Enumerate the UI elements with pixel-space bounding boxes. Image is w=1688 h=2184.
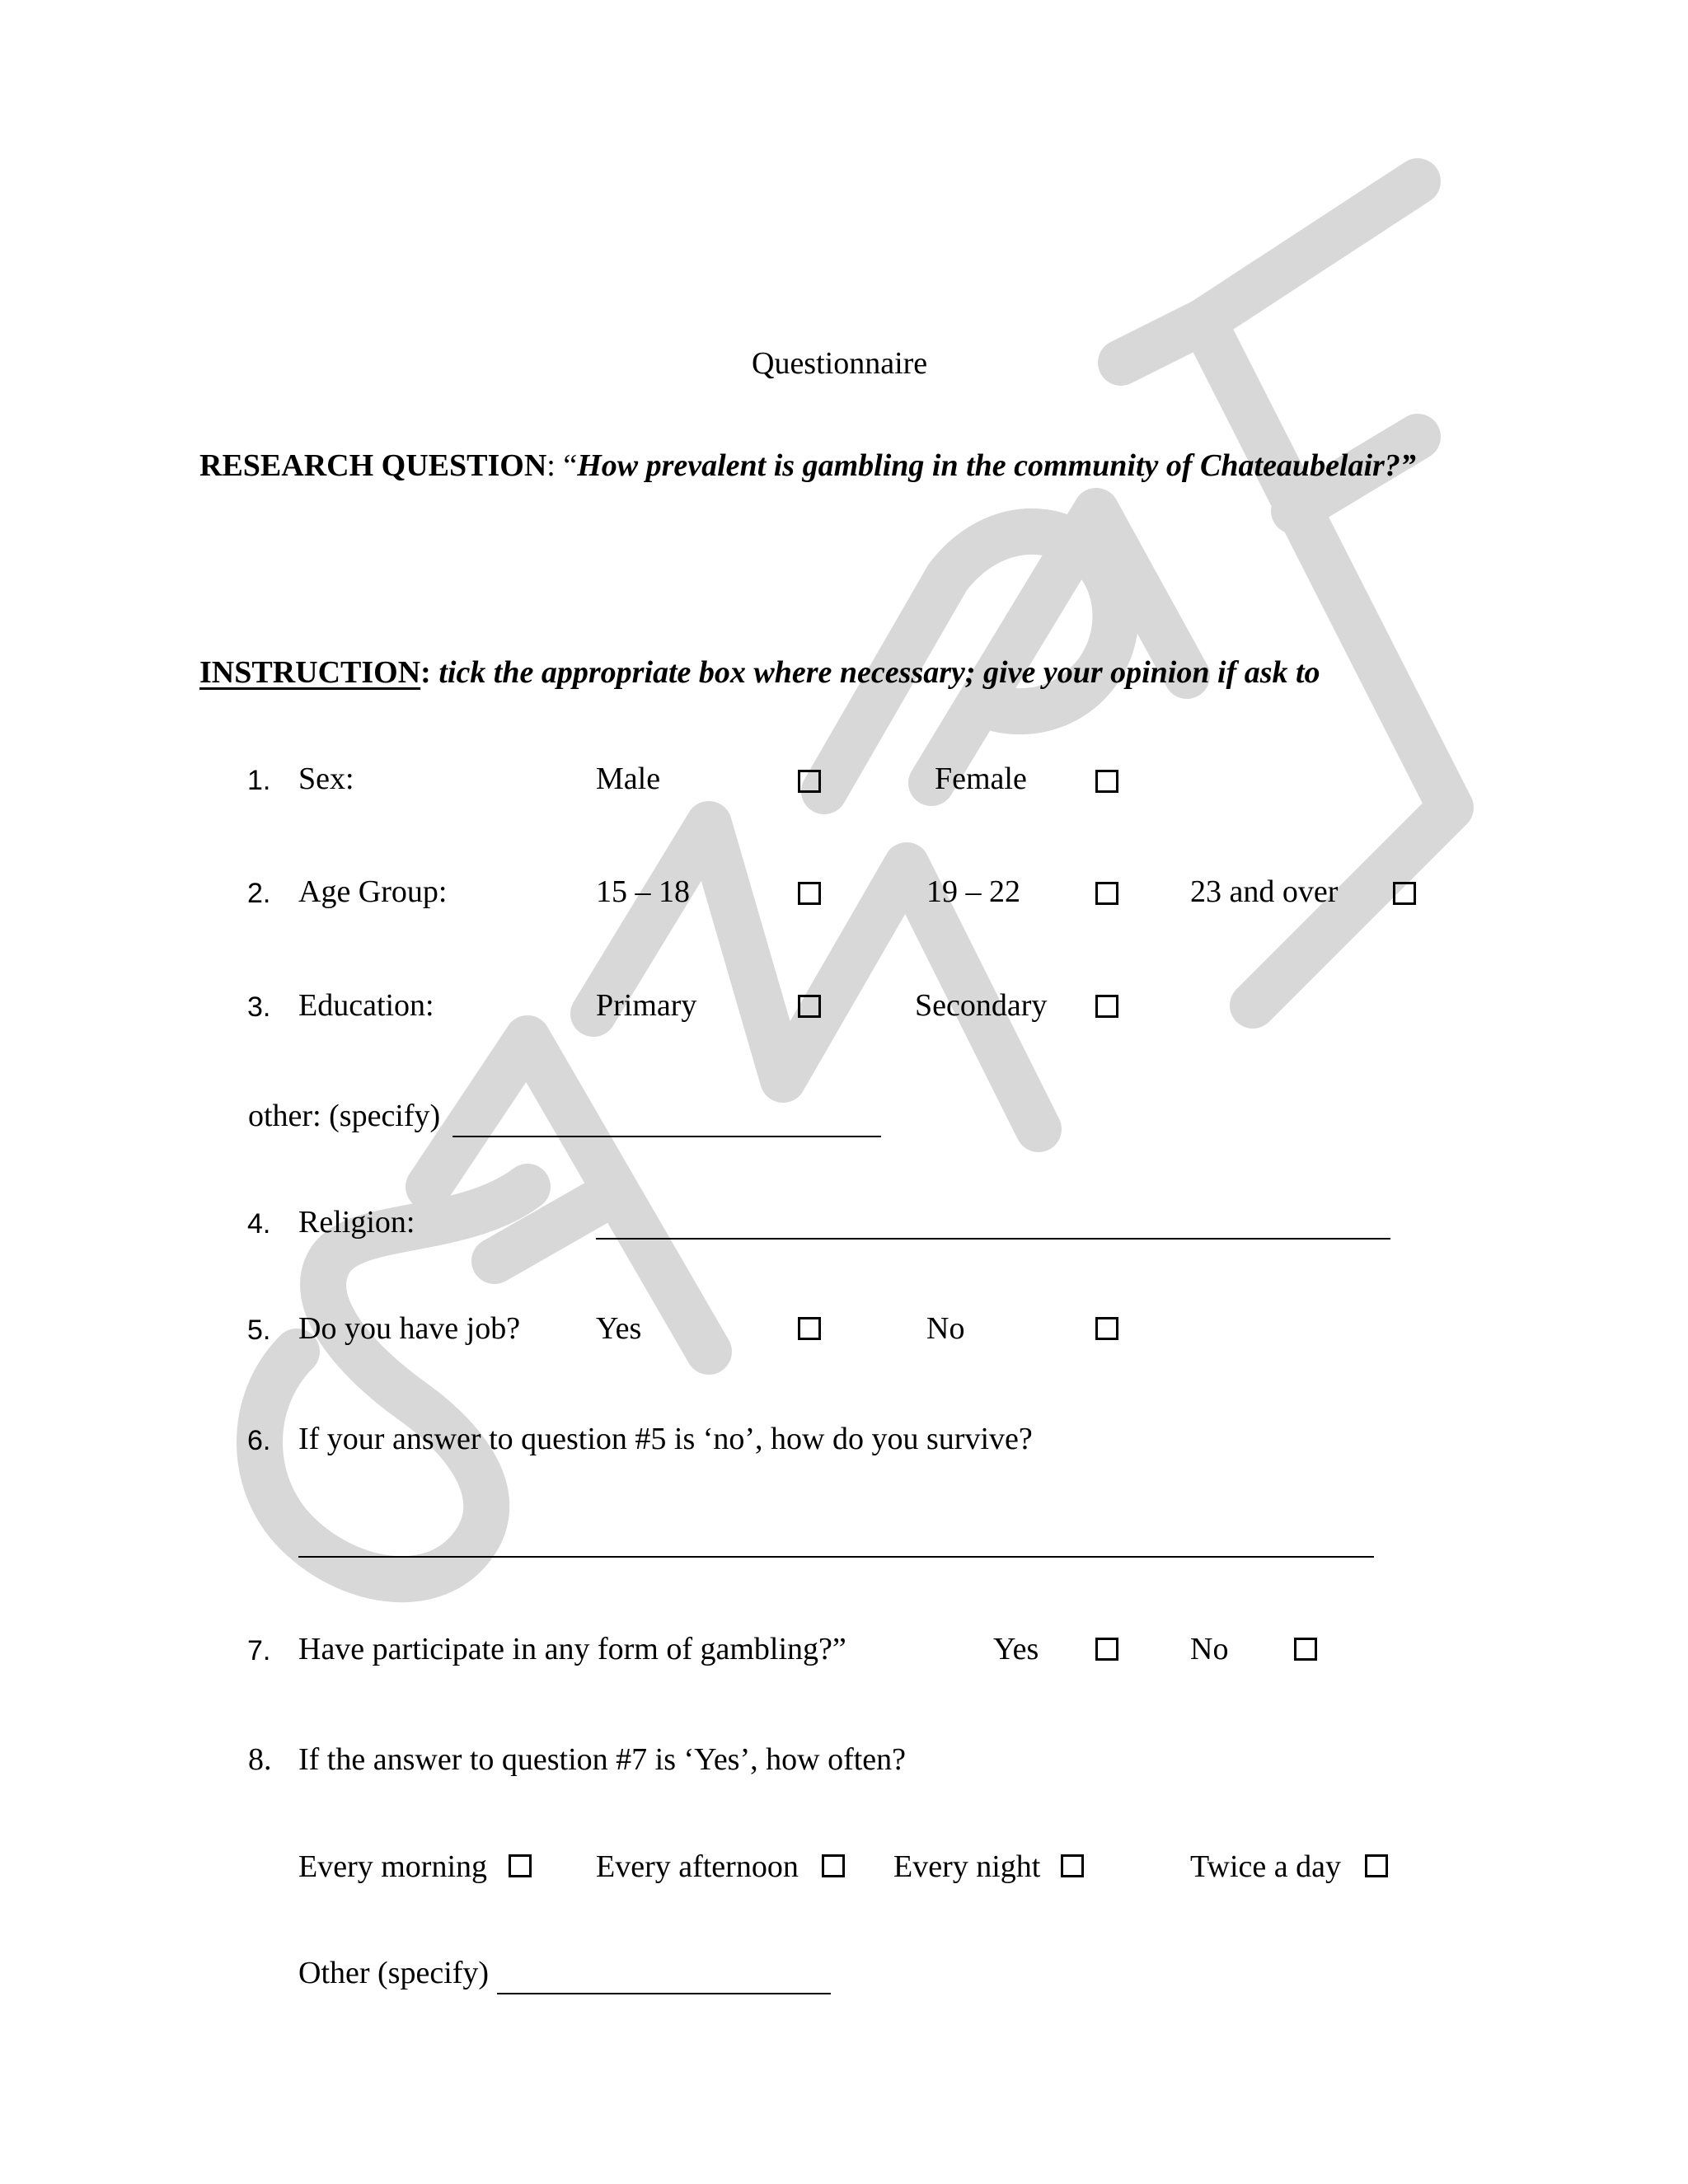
q1-number: 1.: [247, 765, 271, 796]
q5-option-no: No: [926, 1311, 965, 1346]
instruction-text: tick the appropriate box where necessary; give your opinion if ask to: [438, 655, 1320, 690]
q8-twice-a-day-checkbox[interactable]: [1365, 1854, 1388, 1877]
watermark-letter-l: [931, 511, 1187, 783]
q6-label: If your answer to question #5 is ‘no’, how do you survive?: [298, 1422, 1033, 1456]
q3-primary-checkbox[interactable]: [798, 995, 821, 1018]
q2-19-22-checkbox[interactable]: [1095, 882, 1118, 905]
watermark-letter-m: [593, 824, 1039, 1129]
q5-no-checkbox[interactable]: [1095, 1317, 1118, 1340]
q1-label: Sex:: [298, 762, 354, 796]
q8-label: If the answer to question #7 is ‘Yes’, how often?: [298, 1742, 907, 1777]
q3-secondary-checkbox[interactable]: [1095, 995, 1118, 1018]
q2-option-23-over: 23 and over: [1190, 874, 1339, 909]
q2-number: 2.: [247, 878, 271, 909]
q1-female-checkbox[interactable]: [1095, 770, 1118, 793]
q8-every-afternoon-checkbox[interactable]: [822, 1854, 845, 1877]
research-question: [199, 447, 1416, 485]
q7-option-yes: Yes: [993, 1632, 1039, 1666]
q3-option-primary: Primary: [596, 988, 697, 1023]
q3-option-secondary: Secondary: [915, 988, 1048, 1023]
q4-religion-field[interactable]: [596, 1238, 1390, 1240]
q4-number: 4.: [247, 1208, 271, 1240]
q7-yes-checkbox[interactable]: [1095, 1638, 1118, 1661]
q5-option-yes: Yes: [596, 1311, 642, 1346]
research-question-text: How prevalent is gambling in the community of Chateaubelair?”: [577, 448, 1416, 483]
q4-label: Religion:: [298, 1205, 415, 1240]
q1-option-male: Male: [596, 762, 661, 796]
research-question-separator: : “: [546, 448, 578, 483]
instruction-label: INSTRUCTION: [199, 655, 421, 690]
q3-other-label: other: (specify): [248, 1099, 441, 1133]
q2-23-over-checkbox[interactable]: [1393, 882, 1416, 905]
instruction: [199, 654, 1320, 691]
q2-label: Age Group:: [298, 874, 448, 909]
q1-option-female: Female: [935, 762, 1027, 796]
instruction-colon: :: [420, 655, 431, 690]
q8-every-night-checkbox[interactable]: [1061, 1854, 1084, 1877]
q8-option-every-afternoon: Every afternoon: [596, 1849, 799, 1884]
q8-number: 8.: [248, 1742, 272, 1777]
q7-label: Have participate in any form of gambling?”: [298, 1632, 846, 1666]
watermark-letter-a: [429, 1038, 709, 1352]
q3-number: 3.: [247, 991, 271, 1023]
q6-answer-field[interactable]: [298, 1556, 1374, 1558]
q8-option-every-night: Every night: [893, 1849, 1041, 1884]
q2-15-18-checkbox[interactable]: [798, 882, 821, 905]
q3-other-field[interactable]: [452, 1136, 881, 1137]
q3-label: Education:: [298, 988, 434, 1023]
research-question-label: RESEARCH QUESTION: [199, 448, 547, 483]
q8-option-every-morning: Every morning: [298, 1849, 488, 1884]
watermark-letter-s: [260, 1187, 528, 1579]
q5-yes-checkbox[interactable]: [798, 1317, 821, 1340]
q8-other-label: Other (specify): [298, 1956, 490, 1990]
q7-option-no: No: [1190, 1632, 1229, 1666]
q5-number: 5.: [247, 1315, 271, 1346]
q2-option-15-18: 15 – 18: [596, 874, 690, 909]
q5-label: Do you have job?: [298, 1311, 521, 1346]
q7-number: 7.: [247, 1635, 271, 1666]
q7-no-checkbox[interactable]: [1294, 1638, 1317, 1661]
q2-option-19-22: 19 – 22: [926, 874, 1020, 909]
q8-other-field[interactable]: [497, 1993, 831, 1994]
q1-male-checkbox[interactable]: [798, 770, 821, 793]
q8-option-twice-a-day: Twice a day: [1190, 1849, 1342, 1884]
q6-number: 6.: [247, 1425, 271, 1456]
page-title: Questionnaire: [752, 346, 928, 381]
q8-every-morning-checkbox[interactable]: [509, 1854, 532, 1877]
